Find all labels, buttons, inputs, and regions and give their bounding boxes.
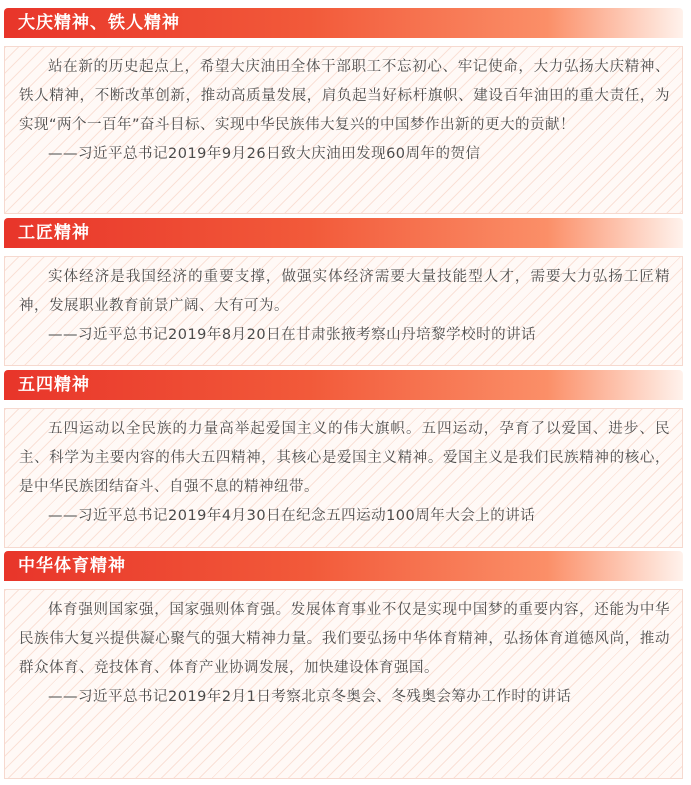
section-header — [4, 551, 683, 581]
section-header — [4, 8, 683, 38]
section-sports-spirit — [4, 551, 683, 779]
section-body — [4, 408, 683, 548]
section-source: ——习近平总书记2019年9月26日致大庆油田发现60周年的贺信 — [48, 146, 481, 162]
section-title: 中华体育精神 — [18, 556, 126, 576]
section-source: ——习近平总书记2019年8月20日在甘肃张掖考察山丹培黎学校时的讲话 — [48, 327, 537, 343]
section-title: 大庆精神、铁人精神 — [18, 13, 180, 33]
section-body — [4, 46, 683, 214]
section-text: 五四运动以全民族的力量高举起爱国主义的伟大旗帜。五四运动，孕育了以爱国、进步、民主、科学为主要内容的伟大五四精神，其核心是爱国主义精神。爱国主义是我们民族精神的核心，是中华民族团结奋斗、自强不息的精神纽带。 — [19, 421, 670, 495]
section-source: ——习近平总书记2019年4月30日在纪念五四运动100周年大会上的讲话 — [48, 508, 536, 524]
section-craftsman-spirit — [4, 218, 683, 366]
section-text: 站在新的历史起点上，希望大庆油田全体干部职工不忘初心、牢记使命，大力弘扬大庆精神、铁人精神，不断改革创新，推动高质量发展，肩负起当好标杆旗帜、建设百年油田的重大责任，为实现“两个一百年”奋斗目标、实现中华民族伟大复兴的中国梦作出新的更大的贡献！ — [19, 59, 670, 133]
section-may-fourth-spirit — [4, 370, 683, 548]
section-title: 工匠精神 — [18, 223, 90, 243]
section-body — [4, 256, 683, 366]
section-text: 体育强则国家强，国家强则体育强。发展体育事业不仅是实现中国梦的重要内容，还能为中华民族伟大复兴提供凝心聚气的强大精神力量。我们要弘扬中华体育精神，弘扬体育道德风尚，推动群众体育、竞技体育、体育产业协调发展，加快建设体育强国。 — [19, 602, 670, 676]
section-body — [4, 589, 683, 779]
section-daqing-spirit — [4, 8, 683, 214]
section-title: 五四精神 — [18, 375, 90, 395]
section-text: 实体经济是我国经济的重要支撑，做强实体经济需要大量技能型人才，需要大力弘扬工匠精神，发展职业教育前景广阔、大有可为。 — [19, 269, 670, 314]
section-header — [4, 218, 683, 248]
section-header — [4, 370, 683, 400]
section-source: ——习近平总书记2019年2月1日考察北京冬奥会、冬残奥会筹办工作时的讲话 — [48, 689, 572, 705]
